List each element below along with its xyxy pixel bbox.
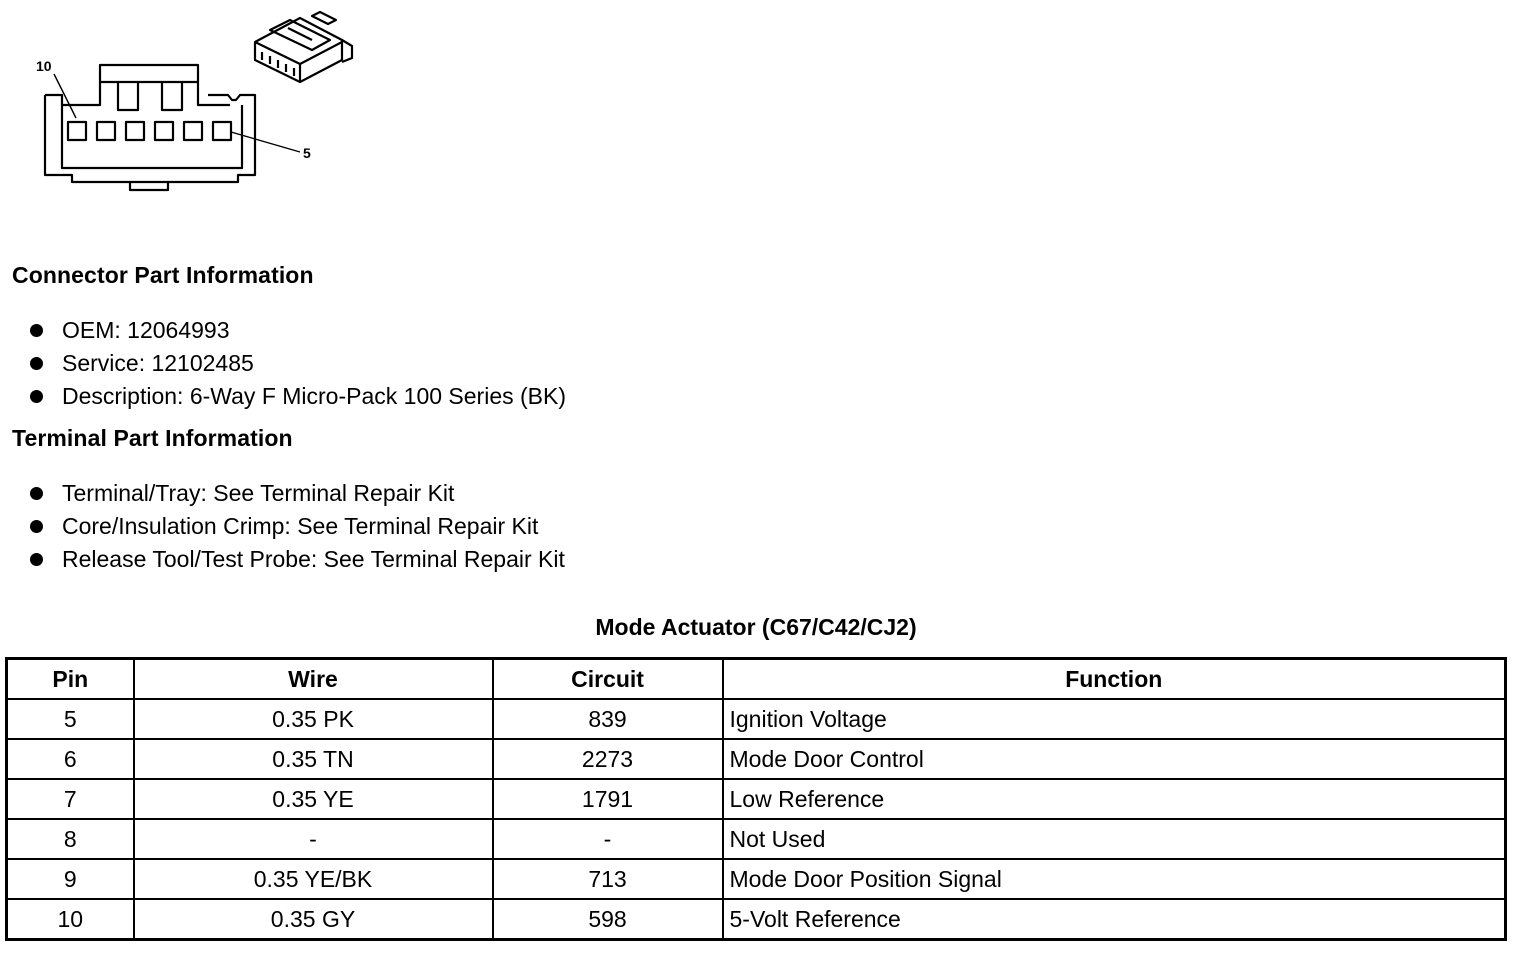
cell-pin: 5	[7, 699, 134, 739]
header-wire: Wire	[134, 659, 493, 700]
cell-circuit: 839	[493, 699, 723, 739]
bullet-icon	[30, 487, 43, 500]
cell-circuit: 713	[493, 859, 723, 899]
connector-face-view	[45, 65, 300, 190]
table-row	[7, 819, 1506, 859]
cell-circuit: 1791	[493, 779, 723, 819]
list-item: OEM: 12064993	[30, 314, 566, 347]
cell-pin: 8	[7, 819, 134, 859]
cell-pin: 7	[7, 779, 134, 819]
bullet-icon	[30, 390, 43, 403]
header-circuit: Circuit	[493, 659, 723, 700]
table-caption: Mode Actuator (C67/C42/CJ2)	[595, 614, 917, 640]
cell-circuit: 598	[493, 899, 723, 940]
list-item: Release Tool/Test Probe: See Terminal Repair Kit	[30, 543, 565, 576]
list-item: Terminal/Tray: See Terminal Repair Kit	[30, 477, 565, 510]
list-item: Description: 6-Way F Micro-Pack 100 Series (BK)	[30, 380, 566, 413]
pinout-table	[5, 657, 1507, 941]
bullet-icon	[30, 553, 43, 566]
cell-wire: 0.35 TN	[134, 739, 493, 779]
connector-part-list	[30, 314, 566, 413]
cell-function: Ignition Voltage	[723, 699, 1506, 739]
cell-circuit: -	[493, 819, 723, 859]
terminal-part-list	[30, 477, 565, 576]
cell-function: Mode Door Position Signal	[723, 859, 1506, 899]
cell-function: 5-Volt Reference	[723, 899, 1506, 940]
cell-pin: 10	[7, 899, 134, 940]
header-function: Function	[723, 659, 1506, 700]
table-row	[7, 859, 1506, 899]
connector-isometric-icon	[255, 12, 352, 82]
connector-diagram	[0, 0, 380, 210]
list-item: Service: 12102485	[30, 347, 566, 380]
bullet-icon	[30, 324, 43, 337]
cell-pin: 9	[7, 859, 134, 899]
bullet-icon	[30, 520, 43, 533]
cell-pin: 6	[7, 739, 134, 779]
cell-function: Mode Door Control	[723, 739, 1506, 779]
cell-wire: 0.35 PK	[134, 699, 493, 739]
table-row	[7, 739, 1506, 779]
cell-wire: 0.35 YE	[134, 779, 493, 819]
cell-wire: -	[134, 819, 493, 859]
pin-label-5: 5	[303, 145, 311, 161]
table-row	[7, 699, 1506, 739]
cell-circuit: 2273	[493, 739, 723, 779]
pin-label-10: 10	[36, 58, 52, 74]
cell-function: Not Used	[723, 819, 1506, 859]
table-row	[7, 899, 1506, 940]
bullet-icon	[30, 357, 43, 370]
table-row	[7, 779, 1506, 819]
cell-wire: 0.35 GY	[134, 899, 493, 940]
cell-function: Low Reference	[723, 779, 1506, 819]
connector-part-heading: Connector Part Information	[12, 262, 314, 288]
list-item: Core/Insulation Crimp: See Terminal Repair Kit	[30, 510, 565, 543]
cell-wire: 0.35 YE/BK	[134, 859, 493, 899]
header-pin: Pin	[7, 659, 134, 700]
table-header-row	[7, 659, 1506, 700]
terminal-part-heading: Terminal Part Information	[12, 425, 293, 451]
